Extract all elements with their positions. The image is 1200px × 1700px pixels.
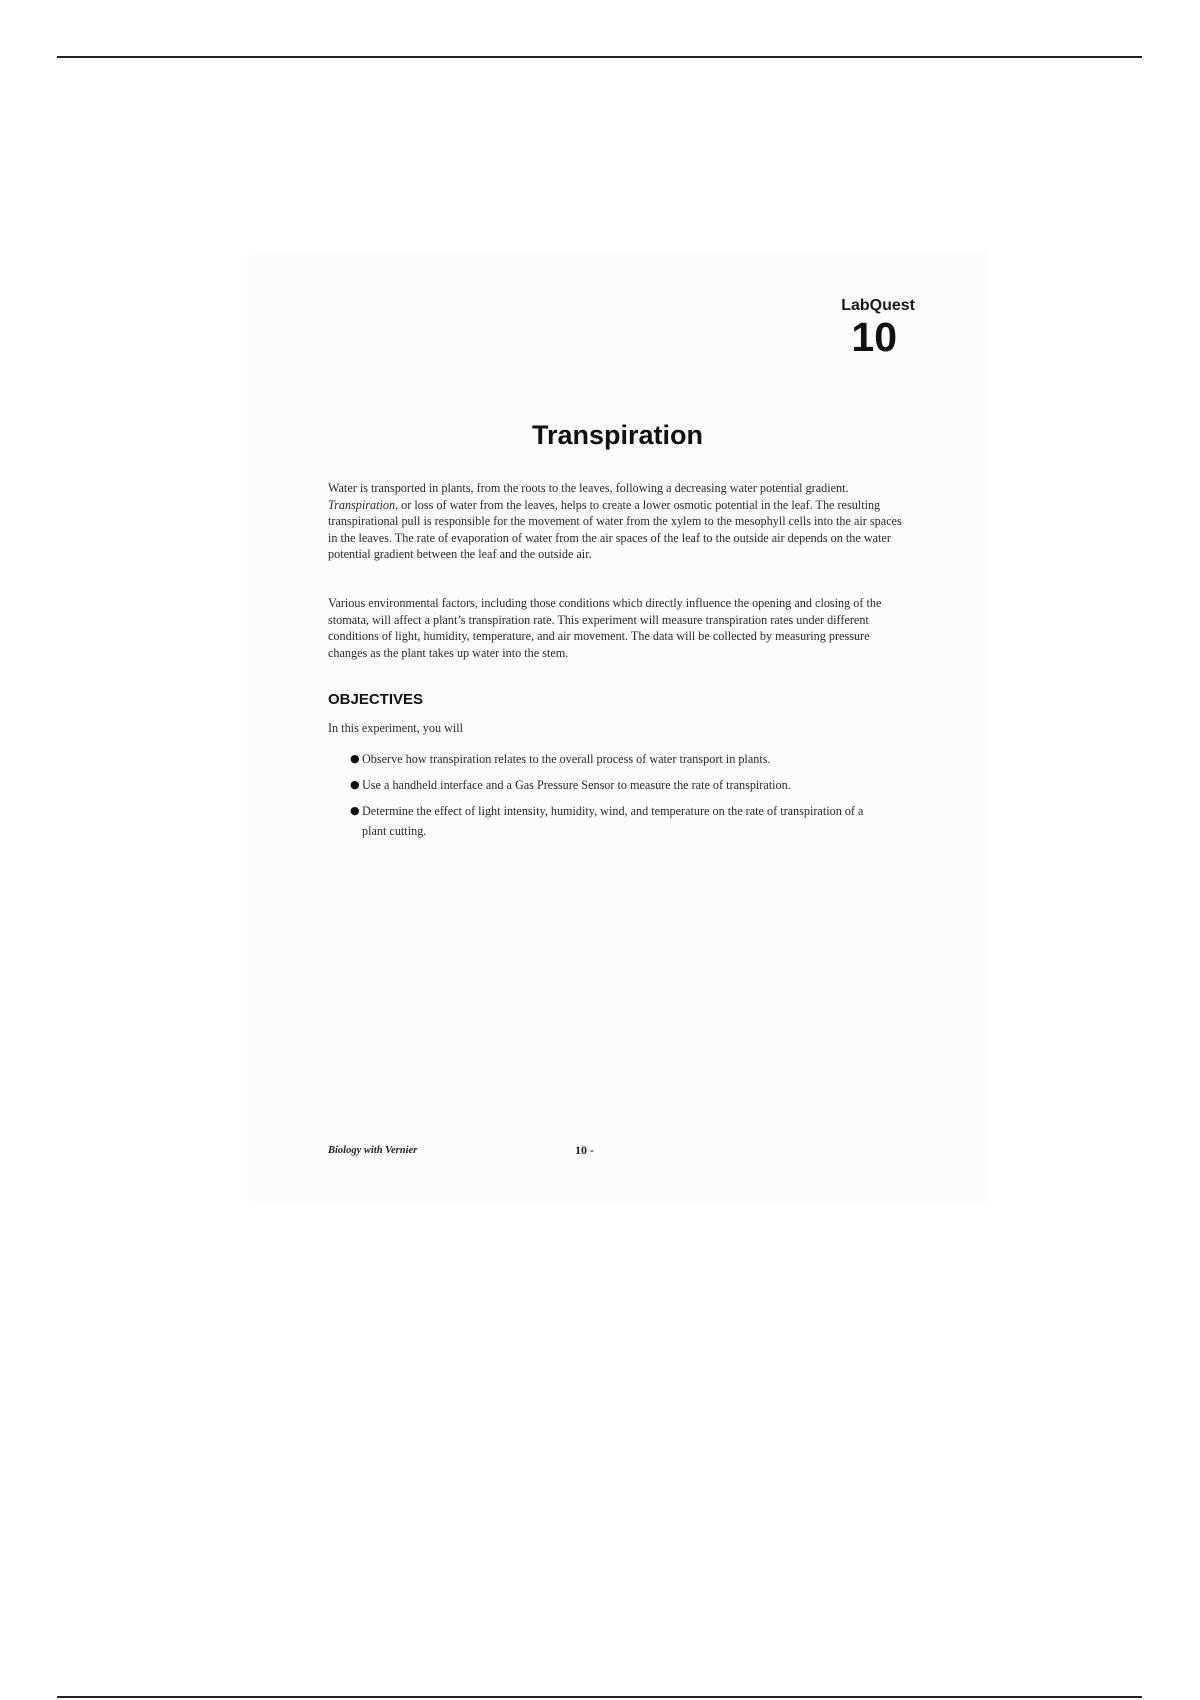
objectives-intro: In this experiment, you will xyxy=(328,721,464,735)
bullet-icon: ● xyxy=(350,804,360,817)
footer-book-title: Biology with Vernier xyxy=(328,1145,418,1156)
bottom-rule xyxy=(57,1696,1142,1698)
lab-label: LabQuest xyxy=(841,297,915,314)
top-rule xyxy=(57,56,1142,58)
bullet-icon: ● xyxy=(350,778,360,791)
objective-text: Observe how transpiration relates to the overall process of water transport in plants. xyxy=(362,752,771,766)
list-item xyxy=(350,749,890,769)
objective-text: Determine the effect of light intensity, humidity, wind, and temperature on the rate of transpiration of a plant cutting. xyxy=(362,804,864,838)
factors-paragraph: Various environmental factors, including those conditions which directly influence the opening and closing of the stomata, will affect a plant’s transpiration rate. This experiment will measure transpiration rates under different conditions of light, humidity, temperature, and air movement. The data will be collected by measuring pressure changes as the plant takes up water into the stem. xyxy=(328,596,882,660)
intro-italic-term: Transpiration xyxy=(328,497,396,512)
intro-paragraph xyxy=(328,480,908,563)
lab-number: 10 xyxy=(851,314,897,360)
intro-text-start: Water is transported in plants, from the roots to the leaves, following a decreasing water potential gradient. xyxy=(328,481,849,495)
footer-page-number: 10 - xyxy=(575,1143,594,1157)
list-item xyxy=(350,801,890,841)
objective-text: Use a handheld interface and a Gas Pressure Sensor to measure the rate of transpiration. xyxy=(362,778,791,792)
objectives-list xyxy=(350,749,890,847)
list-item xyxy=(350,775,890,795)
bullet-icon: ● xyxy=(350,752,360,765)
page-title: Transpiration xyxy=(531,420,704,450)
document-page xyxy=(250,255,985,1200)
objectives-heading: OBJECTIVES xyxy=(328,691,424,708)
intro-text-end: , or loss of water from the leaves, helps to create a lower osmotic potential in the leaf. The resulting transpirational pull is responsible for the movement of water from the xylem to the mesophyll cells into the air spaces in the leaves. The rate of evaporation of water from the air spaces of the leaf to the outside air depends on the water potential gradient between the leaf and the outside air. xyxy=(328,497,902,561)
